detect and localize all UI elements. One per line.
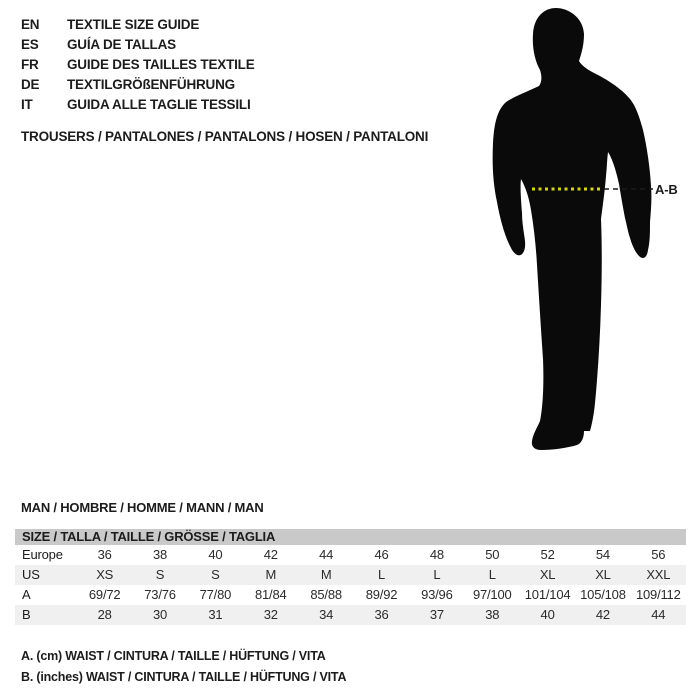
table-cell: 37	[429, 607, 444, 622]
language-row	[21, 95, 255, 115]
table-cell: L	[488, 567, 496, 582]
table-cell: 44	[651, 607, 666, 622]
table-cell: 31	[208, 607, 223, 622]
row-label: US	[22, 567, 40, 582]
language-label: GUIDE DES TAILLES TEXTILE	[67, 57, 255, 72]
table-cell: 89/92	[365, 587, 398, 602]
table-cell: 40	[208, 547, 223, 562]
table-cell: XXL	[646, 567, 671, 582]
table-cell: 73/76	[144, 587, 176, 602]
table-cell: 81/84	[254, 587, 287, 602]
table-row	[15, 565, 686, 585]
language-list	[21, 15, 255, 115]
table-cell: 42	[263, 547, 278, 562]
language-row	[21, 15, 255, 35]
waist-measure-label: A-B	[655, 182, 678, 197]
row-label: Europe	[22, 547, 63, 562]
man-silhouette	[493, 8, 652, 450]
table-cell: M	[320, 567, 332, 582]
table-cell: 105/108	[580, 587, 626, 602]
language-row	[21, 75, 255, 95]
table-cell: 36	[97, 547, 112, 562]
language-code: IT	[21, 97, 33, 112]
size-table	[15, 529, 686, 625]
table-row	[15, 605, 686, 625]
table-cell: 36	[374, 607, 389, 622]
footnote: A. (cm) WAIST / CINTURA / TAILLE / HÜFTUNG / VITA	[21, 649, 326, 663]
table-cell: 97/100	[472, 587, 512, 602]
table-cell: 40	[540, 607, 555, 622]
language-label: GUÍA DE TALLAS	[67, 37, 176, 52]
table-cell: 34	[319, 607, 334, 622]
table-cell: 101/104	[524, 587, 571, 602]
size-table-header: SIZE / TALLA / TAILLE / GRÖSSE / TAGLIA	[15, 529, 686, 545]
table-cell: XL	[539, 567, 556, 582]
table-cell: 54	[595, 547, 610, 562]
table-cell: 93/96	[421, 587, 453, 602]
table-row	[15, 545, 686, 565]
table-cell: 52	[540, 547, 555, 562]
language-label: TEXTILE SIZE GUIDE	[67, 17, 200, 32]
table-cell: 28	[97, 607, 112, 622]
table-cell: 44	[319, 547, 334, 562]
language-row	[21, 55, 255, 75]
language-code: FR	[21, 57, 39, 72]
table-cell: XS	[96, 567, 114, 582]
language-label: TEXTILGRÖßENFÜHRUNG	[67, 77, 235, 92]
table-cell: 42	[595, 607, 610, 622]
table-cell: S	[155, 567, 165, 582]
section-title: MAN / HOMBRE / HOMME / MANN / MAN	[21, 500, 264, 515]
table-cell: 38	[485, 607, 500, 622]
table-cell: M	[265, 567, 277, 582]
footnotes	[21, 646, 346, 688]
table-cell: L	[377, 567, 385, 582]
table-row	[15, 585, 686, 605]
table-cell: S	[211, 567, 220, 582]
table-cell: 85/88	[310, 587, 342, 602]
table-cell: 30	[153, 607, 168, 622]
row-label: A	[22, 587, 31, 602]
size-table-body	[15, 545, 686, 625]
man-silhouette-svg	[480, 0, 700, 470]
table-cell: 56	[651, 547, 666, 562]
table-cell: 77/80	[199, 587, 232, 602]
table-cell: XL	[595, 567, 611, 582]
table-cell: 48	[429, 547, 444, 562]
table-cell: 32	[263, 607, 278, 622]
language-code: DE	[21, 77, 40, 92]
language-row	[21, 35, 255, 55]
language-code: EN	[21, 17, 40, 32]
row-label: B	[22, 607, 31, 622]
table-cell: 38	[153, 547, 168, 562]
table-cell: 50	[485, 547, 500, 562]
table-cell: 46	[374, 547, 389, 562]
category-title: TROUSERS / PANTALONES / PANTALONS / HOSEN / PANTALONI	[21, 129, 429, 144]
table-cell: 69/72	[88, 587, 121, 602]
man-silhouette-figure	[480, 0, 700, 470]
footnote: B. (inches) WAIST / CINTURA / TAILLE / HÜFTUNG / VITA	[21, 670, 347, 684]
language-code: ES	[21, 37, 39, 52]
table-cell: L	[433, 567, 441, 582]
language-label: GUIDA ALLE TAGLIE TESSILI	[67, 97, 251, 112]
table-cell: 109/112	[635, 587, 681, 602]
